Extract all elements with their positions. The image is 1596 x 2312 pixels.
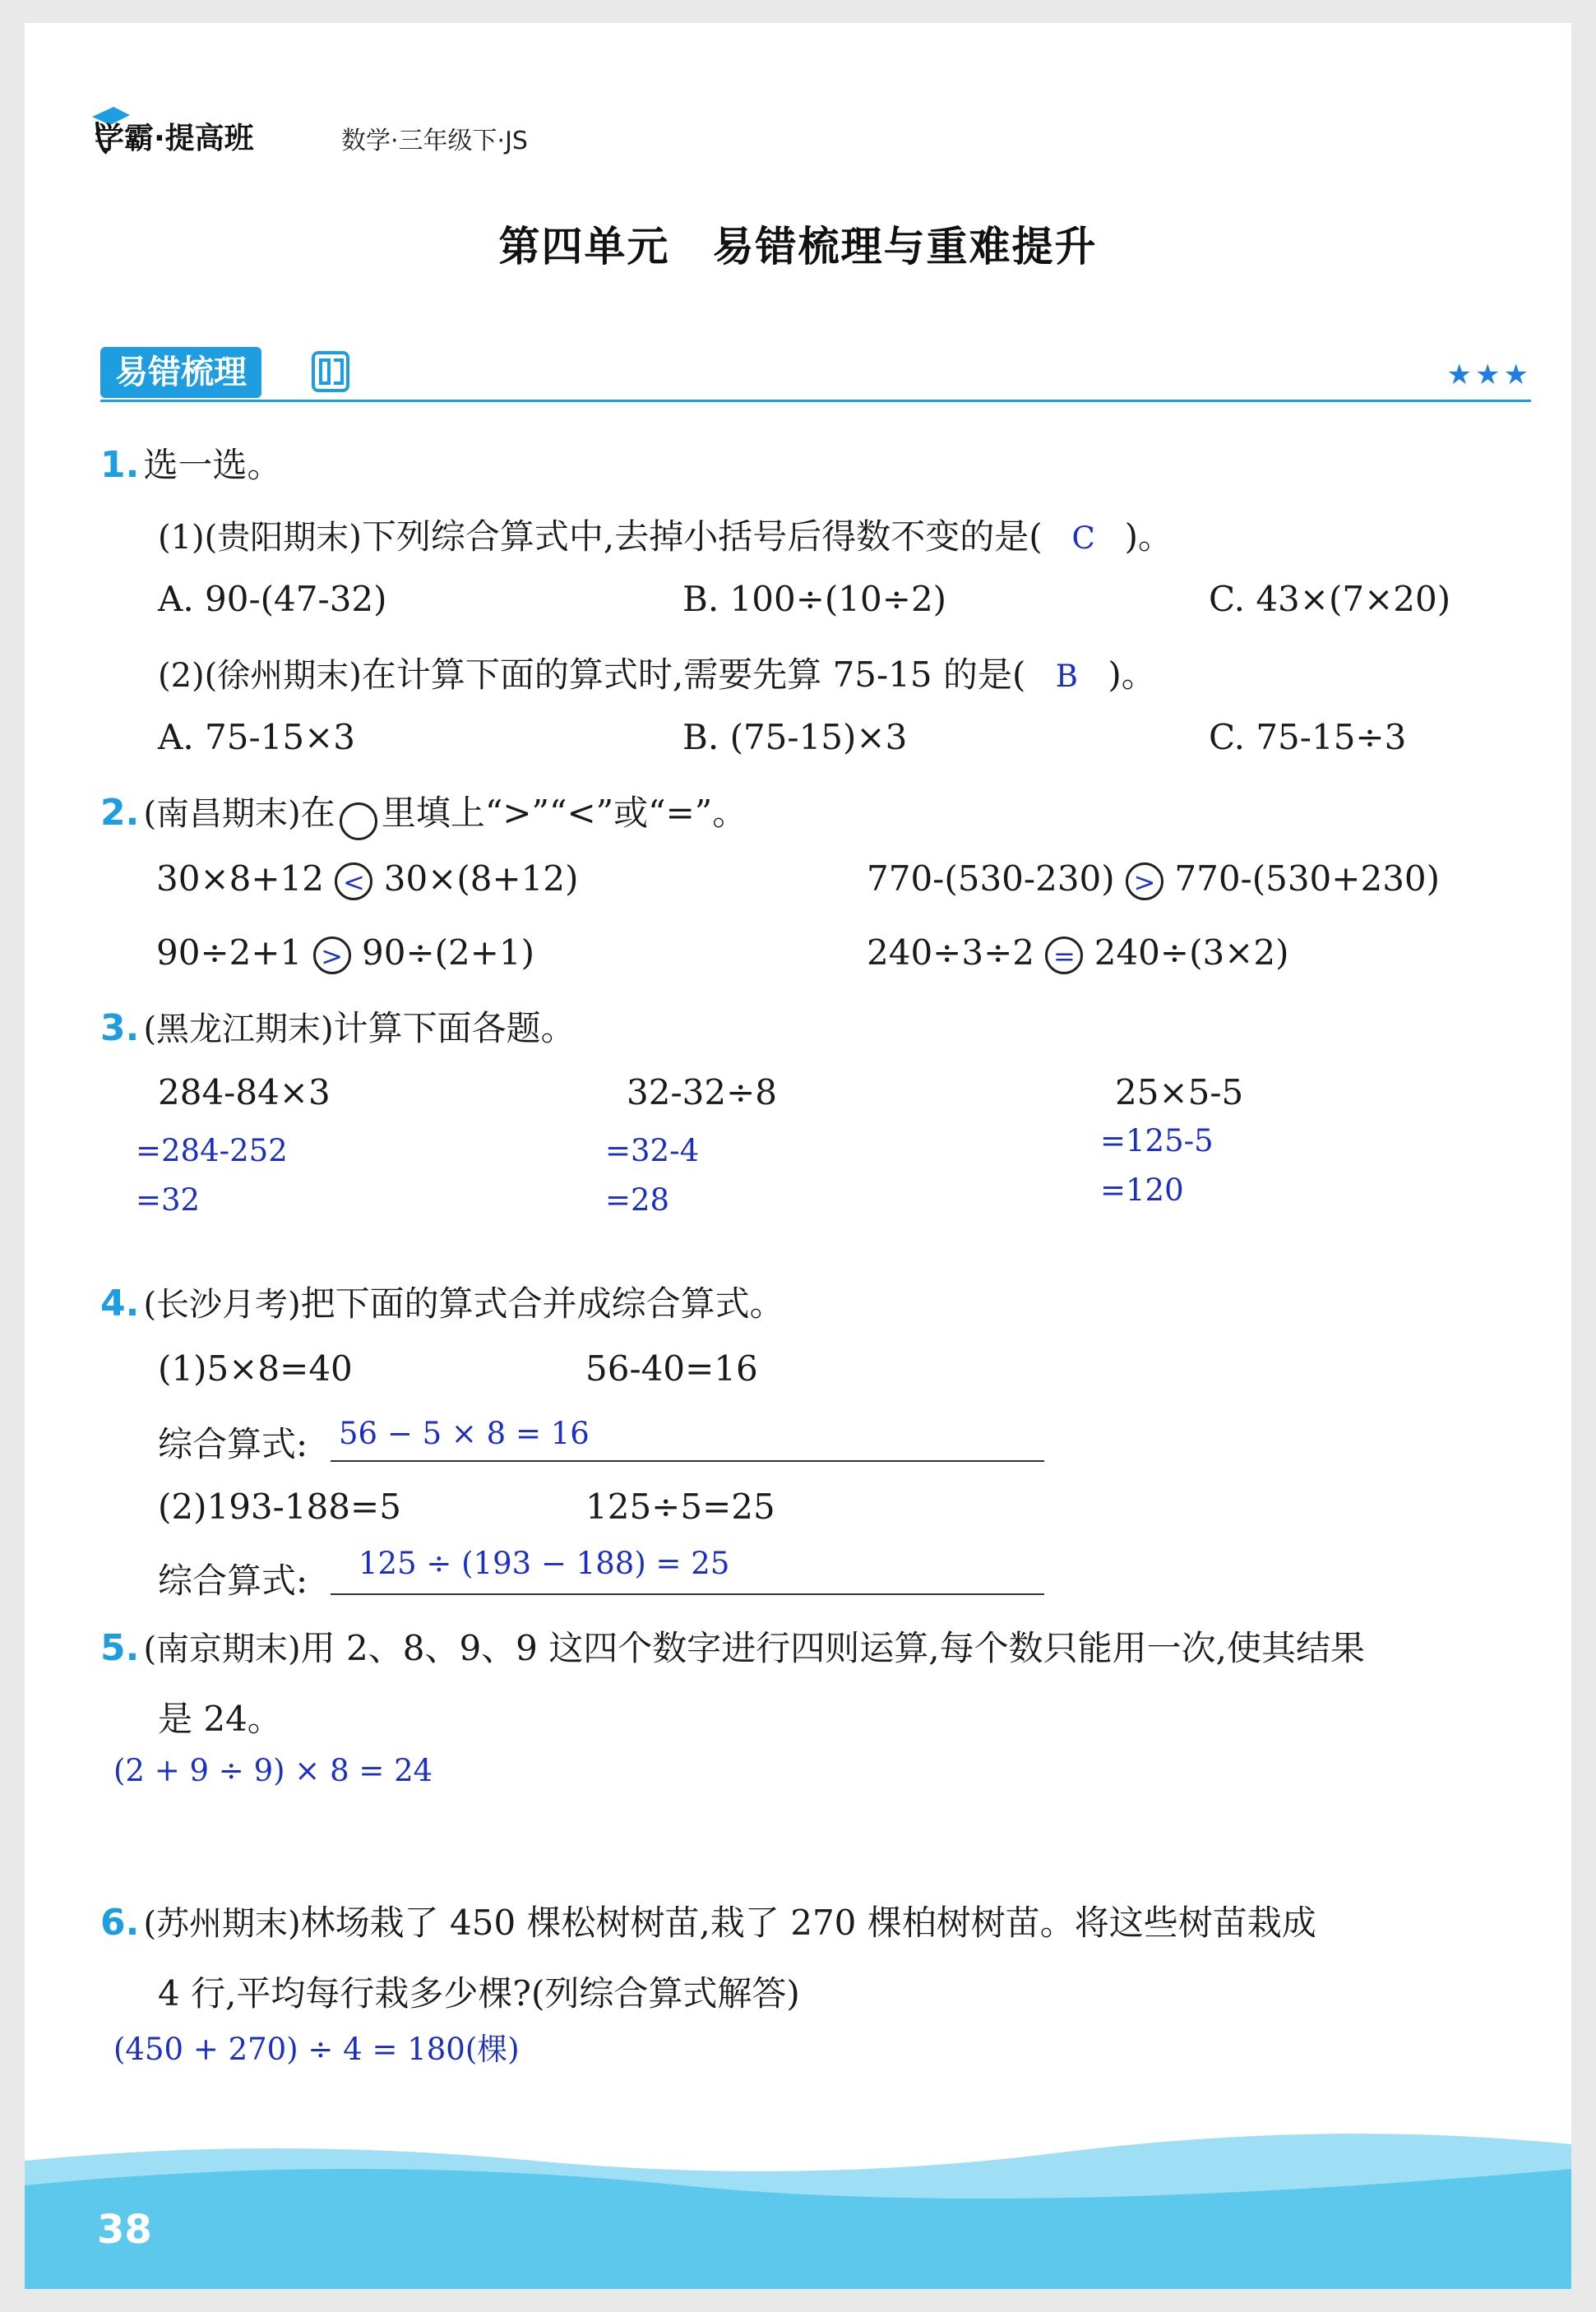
question-3-heading (100, 1001, 576, 1051)
section-tag: 易错梳理 (100, 347, 261, 398)
question-text-cont: 是 24。 (158, 1699, 282, 1739)
comparison-sign: = (1045, 936, 1083, 974)
question-number: 4. (100, 1283, 140, 1325)
question-number: 1. (100, 444, 140, 486)
calc-step: =125-5 (1100, 1123, 1214, 1158)
question-6-heading (100, 1896, 1316, 1945)
combined-answer: 125 ÷ (193 − 188) = 25 (359, 1546, 730, 1581)
question-end: )。 (1108, 654, 1156, 695)
right-expression: 90÷(2+1) (362, 932, 535, 973)
section-rule (100, 400, 1531, 402)
compare-row (156, 932, 534, 974)
question-text-cont: 4 行,平均每行栽多少棵?(列综合算式解答) (158, 1973, 800, 2014)
question-text: 计算下面各题。 (333, 1008, 576, 1048)
q5-answer: (2 + 9 ÷ 9) × 8 = 24 (113, 1753, 433, 1788)
question-text: 选一选。 (143, 445, 282, 485)
question-text: 用 2、8、9、9 这四个数字进行四则运算,每个数只能用一次,使其结果 (300, 1628, 1365, 1668)
source-label: (南昌期末) (143, 795, 301, 833)
compare-row (867, 932, 1288, 974)
question-number: 5. (100, 1627, 140, 1669)
q1-part2 (158, 648, 1156, 697)
left-expression: 240÷3÷2 (867, 932, 1034, 973)
q4-equation-b: 125÷5=25 (585, 1487, 775, 1527)
answer-line (331, 1413, 1044, 1462)
source-label: (长沙月考) (143, 1286, 301, 1324)
combined-answer: 56 − 5 × 8 = 16 (339, 1416, 590, 1451)
right-expression: 30×(8+12) (383, 858, 579, 899)
answer-blank: B (1055, 659, 1078, 694)
calc-expression: 284-84×3 (158, 1072, 331, 1112)
source-label: (黑龙江期末) (143, 1010, 334, 1048)
q4-equation-a: (2)193-188=5 (158, 1487, 401, 1527)
q4-equation-a: (1)5×8=40 (158, 1348, 353, 1389)
q1-option-c: C. 43×(7×20) (1209, 579, 1451, 619)
calc-step: =284-252 (136, 1133, 288, 1168)
q1-option-a: A. 75-15×3 (158, 717, 356, 757)
answer-blank: C (1071, 520, 1095, 556)
source-label: (2)(徐州期末) (158, 657, 362, 695)
question-number: 6. (100, 1902, 140, 1944)
question-end: )。 (1124, 516, 1173, 557)
source-label: (南京期末) (143, 1630, 301, 1668)
q6-answer: (450 + 270) ÷ 4 = 180(棵) (113, 2032, 520, 2067)
question-1-heading (100, 438, 281, 488)
left-expression: 770-(530-230) (867, 858, 1115, 899)
left-expression: 90÷2+1 (156, 932, 303, 973)
blank-circle-icon (340, 802, 377, 840)
compare-row (867, 858, 1440, 900)
subject-label: 数学·三年级下·JS (341, 127, 528, 155)
q1-option-b: B. 100÷(10÷2) (682, 579, 947, 619)
compare-row (156, 858, 578, 900)
brand-name: 学霸·提高班 (95, 122, 254, 155)
book-icon (311, 350, 350, 393)
page-title: 第四单元 易错梳理与重难提升 (498, 223, 1098, 271)
right-expression: 240÷(3×2) (1094, 932, 1289, 973)
comparison-sign: > (1126, 862, 1163, 900)
question-text: 把下面的算式合并成综合算式。 (300, 1283, 784, 1324)
question-number: 2. (100, 792, 140, 834)
question-5-heading (100, 1621, 1365, 1671)
source-label: (1)(贵阳期末) (158, 519, 362, 557)
comparison-sign: < (335, 862, 372, 900)
combined-label: 综合算式: (158, 1424, 308, 1464)
source-label: (苏州期末) (143, 1905, 301, 1943)
q4-equation-b: 56-40=16 (585, 1348, 758, 1389)
left-expression: 30×8+12 (156, 858, 324, 899)
question-text: 林场栽了 450 棵松树树苗,栽了 270 棵柏树树苗。将这些树苗栽成 (300, 1903, 1316, 1943)
calc-expression: 25×5-5 (1115, 1072, 1244, 1112)
page-number: 38 (97, 2207, 152, 2253)
question-number: 3. (100, 1007, 140, 1049)
question-text: 下列综合算式中,去掉小括号后得数不变的是( (361, 516, 1043, 557)
q1-option-c: C. 75-15÷3 (1209, 717, 1407, 757)
question-2-heading (100, 786, 747, 840)
question-text-a: 在 (300, 793, 335, 833)
q1-option-a: A. 90-(47-32) (158, 579, 387, 619)
calc-result: =32 (136, 1182, 201, 1218)
question-text-b: 里填上“>”“<”或“=”。 (381, 793, 747, 833)
comparison-sign: > (313, 936, 351, 974)
footer-wave (25, 2128, 1571, 2289)
calc-expression: 32-32÷8 (627, 1072, 777, 1112)
combined-label: 综合算式: (158, 1561, 308, 1601)
calc-result: =28 (605, 1182, 670, 1218)
workbook-page (25, 23, 1571, 2289)
question-text: 在计算下面的算式时,需要先算 75-15 的是( (361, 654, 1026, 695)
calc-step: =32-4 (605, 1133, 700, 1168)
q1-part1 (158, 510, 1173, 559)
answer-line (331, 1546, 1044, 1595)
difficulty-stars: ★★★ (1446, 358, 1532, 391)
q1-option-b: B. (75-15)×3 (682, 717, 908, 757)
right-expression: 770-(530+230) (1174, 858, 1441, 899)
calc-result: =120 (1100, 1172, 1184, 1208)
question-4-heading (100, 1277, 784, 1326)
